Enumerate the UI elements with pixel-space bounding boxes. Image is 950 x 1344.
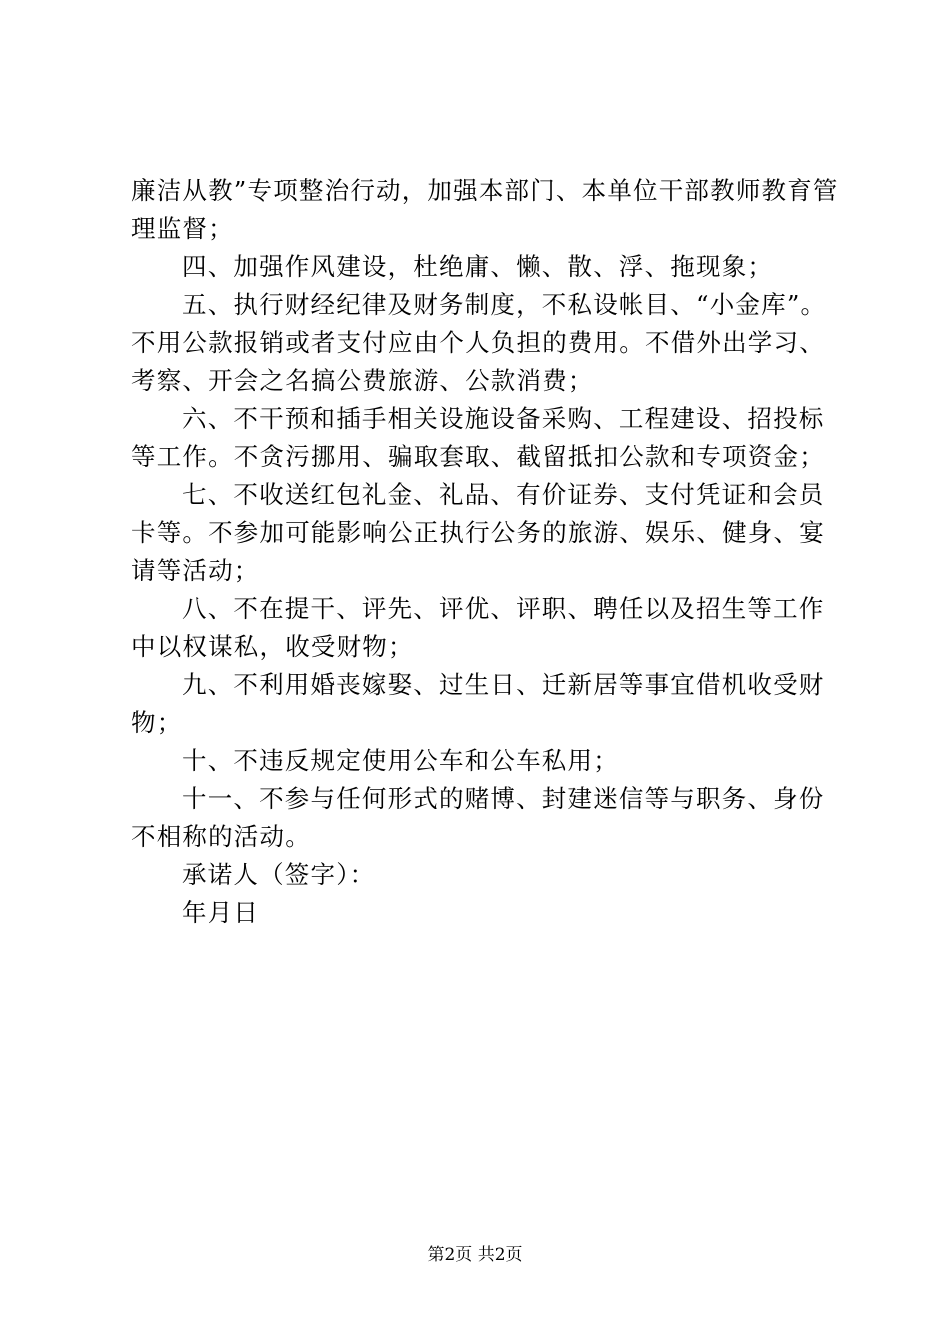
document-paragraph: 十一、不参与任何形式的赌博、封建迷信等与职务、身份不相称的活动。 [131,784,825,851]
document-paragraph: 八、不在提干、评先、评优、评职、聘任以及招生等工作中以权谋私，收受财物； [131,594,825,661]
document-paragraph: 六、不干预和插手相关设施设备采购、工程建设、招投标等工作。不贪污挪用、骗取套取、截留抵扣公款和专项资金； [131,404,825,471]
document-body [131,172,841,932]
document-paragraph: 年月日 [182,898,260,927]
document-paragraph: 五、执行财经纪律及财务制度，不私设帐目、“小金库”。不用公款报销或者支付应由个人负担的费用。不借外出学习、考察、开会之名搞公费旅游、公款消费； [131,290,827,395]
page-footer: 第2页 共2页 [427,1245,523,1265]
document-paragraph: 十、不违反规定使用公车和公车私用； [182,746,619,775]
document-paragraph: 承诺人（签字）： [182,860,376,889]
document-paragraph: 廉洁从教”专项整治行动，加强本部门、本单位干部教师教育管理监督； [131,176,839,243]
document-paragraph: 七、不收送红包礼金、礼品、有价证券、支付凭证和会员卡等。不参加可能影响公正执行公务的旅游、娱乐、健身、宴请等活动； [131,480,825,585]
document-paragraph: 四、加强作风建设，杜绝庸、懒、散、浮、拖现象； [182,252,774,281]
document-paragraph: 九、不利用婚丧嫁娶、过生日、迁新居等事宜借机收受财物； [131,670,825,737]
